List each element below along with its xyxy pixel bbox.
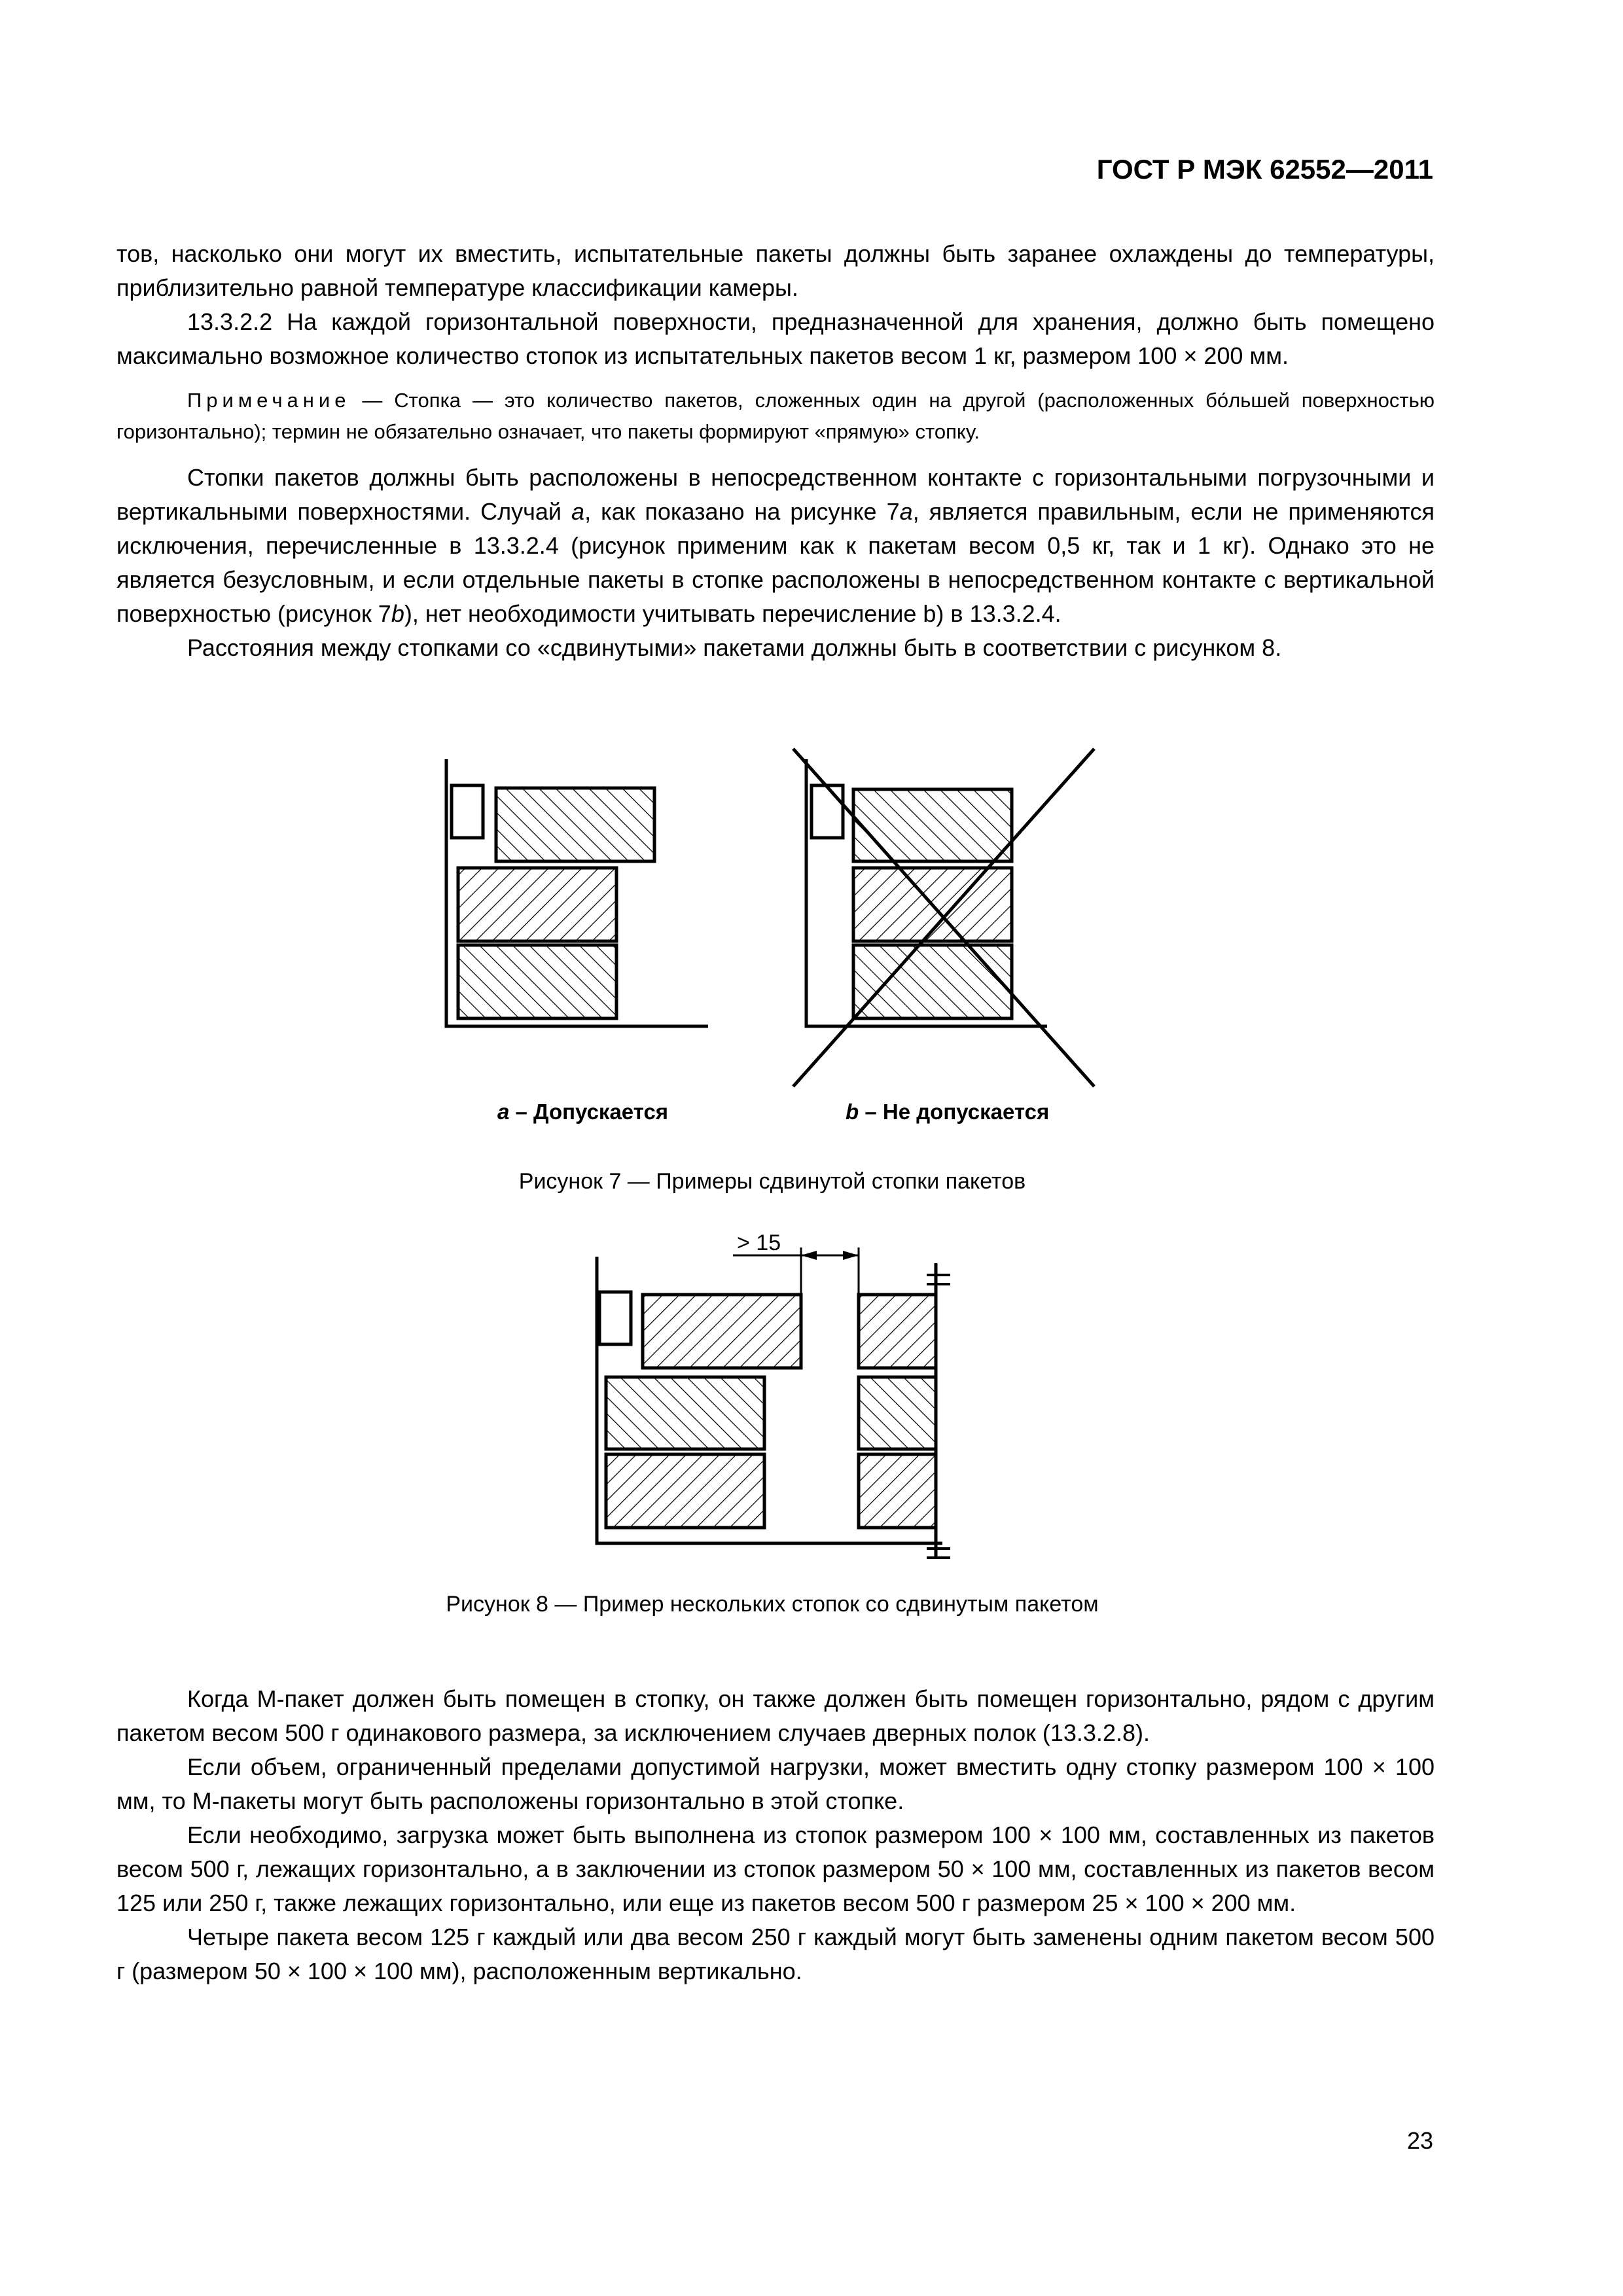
text-run-italic: a bbox=[899, 498, 913, 525]
paragraph-replacement: Четыре пакета весом 125 г каждый или два весом 250 г каждый могут быть заменены одним пакетом весом 500 г (размером 50 × 100 × 100 мм), расположенным вертикально. bbox=[116, 1924, 1435, 1984]
note-text: — Стопка — это количество пакетов, сложенных один на другой (расположенных бо́льшей поверхностью горизонтально); термин не обязательно означает, что пакеты формируют «прямую» стопку. bbox=[116, 389, 1435, 443]
label-letter: b bbox=[846, 1100, 859, 1124]
text-run-italic: b bbox=[391, 600, 404, 627]
text-block-top bbox=[116, 237, 1435, 665]
label-text: – Не допускается bbox=[859, 1100, 1050, 1124]
paragraph-continuation: тов, насколько они могут их вместить, испытательные пакеты должны быть заранее охлаждены до температуры, приблизительно равной температуре классификации камеры. bbox=[116, 240, 1435, 301]
figure-7a-label bbox=[497, 1100, 668, 1124]
text-run: , является правильным, если не применяются исключения, перечисленные в 13.3.2.4 (рисунок применим как к пакетам весом 0,5 кг, так и 1 кг). Однако это не является безусловным, и если отдельные пакеты в стопке расположены в непосредственном контакте с вертикальной поверхностью (рисунок 7 bbox=[116, 498, 1435, 627]
text-run: Стопки пакетов должны быть расположены в непосредственном контакте с горизонтальными погрузочными и вертикальными поверхностями. Случай bbox=[116, 464, 1435, 525]
figure-7b-label bbox=[846, 1100, 1049, 1124]
label-letter: a bbox=[497, 1100, 510, 1124]
document-header: ГОСТ Р МЭК 62552—2011 bbox=[1096, 154, 1433, 185]
paragraph-volume: Если объем, ограниченный пределами допустимой нагрузки, может вместить одну стопку размером 100 × 100 мм, то М-пакеты могут быть расположены горизонтально в этой стопке. bbox=[116, 1753, 1435, 1814]
paragraph-distances: Расстояния между стопками со «сдвинутыми» пакетами должны быть в соответствии с рисунком 8. bbox=[187, 634, 1282, 661]
paragraph-m-package: Когда М-пакет должен быть помещен в стопку, он также должен быть помещен горизонтально, рядом с другим пакетом весом 500 г одинакового размера, за исключением случаев дверных полок (13.3.2.8). bbox=[116, 1685, 1435, 1746]
paragraph-13-3-2-2: 13.3.2.2 На каждой горизонтальной поверхности, предназначенной для хранения, должно быть помещено максимально возможное количество стопок из испытательных пакетов весом 1 кг, размером 100 × 200 мм. bbox=[116, 308, 1435, 369]
note-label: Примечание bbox=[187, 389, 351, 412]
text-run: ), нет необходимости учитывать перечисление b) в 13.3.2.4. bbox=[404, 600, 1061, 627]
figure-7-diagram bbox=[0, 733, 1623, 1113]
paragraph-stacks bbox=[116, 461, 1435, 631]
page-number: 23 bbox=[1406, 2127, 1433, 2154]
figure-7a-stack bbox=[446, 759, 708, 1026]
dimension-label: > 15 bbox=[737, 1230, 781, 1255]
figure-8-stack bbox=[597, 1257, 950, 1558]
note bbox=[116, 385, 1435, 448]
figure-8-diagram bbox=[0, 1224, 1623, 1564]
figure-7-caption: Рисунок 7 — Примеры сдвинутой стопки пакетов bbox=[518, 1169, 1026, 1194]
text-run: , как показано на рисунке 7 bbox=[584, 498, 900, 525]
figure-8-caption: Рисунок 8 — Пример нескольких стопок со сдвинутым пакетом bbox=[446, 1592, 1099, 1617]
paragraph-loading: Если необходимо, загрузка может быть выполнена из стопок размером 100 × 100 мм, составленных из пакетов весом 500 г, лежащих горизонтально, а в заключении из стопок размером 50 × 100 мм, составленных из пакетов весом 125 или 250 г, также лежащих горизонтально, или еще из пакетов весом 500 г размером 25 × 100 × 200 мм. bbox=[116, 1821, 1435, 1916]
figure-7b-stack bbox=[793, 749, 1094, 1086]
text-block-bottom bbox=[116, 1682, 1435, 1988]
label-text: – Допускается bbox=[509, 1100, 669, 1124]
text-run-italic: a bbox=[571, 498, 585, 525]
